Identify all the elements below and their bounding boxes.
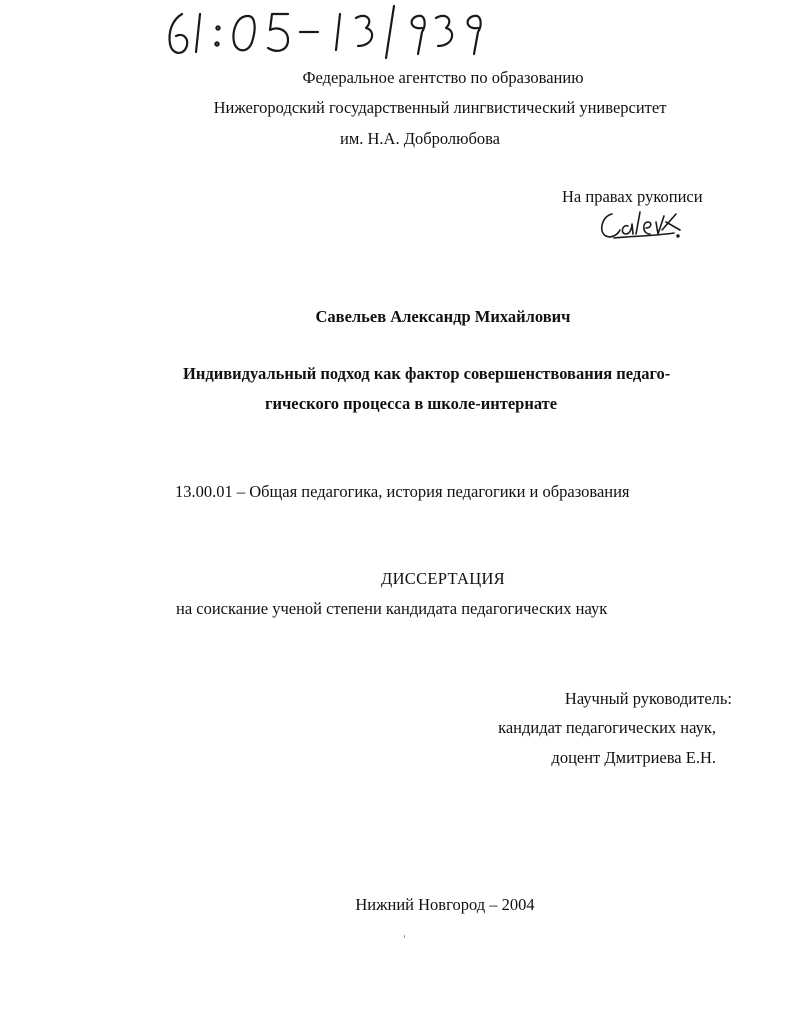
dissertation-title-line1: Индивидуальный подход как фактор совершенствования педаго- <box>183 364 671 383</box>
scan-speck <box>404 935 405 938</box>
degree-sought: на соискание ученой степени кандидата педагогических наук <box>176 599 608 618</box>
university-named-after: им. Н.А. Добролюбова <box>339 129 500 148</box>
university-name: Нижегородский государственный лингвистический университет <box>213 98 667 117</box>
supervisor-degree: кандидат педагогических наук, <box>498 718 716 737</box>
rights-label: На правах рукописи <box>562 187 703 206</box>
author-name: Савельев Александр Михайлович <box>315 307 571 326</box>
supervisor-name: доцент Дмитриева Е.Н. <box>551 748 716 767</box>
document-type: ДИССЕРТАЦИЯ <box>381 569 505 588</box>
dissertation-title-line2: гического процесса в школе-интернате <box>265 394 558 413</box>
handwritten-archive-number <box>160 2 500 68</box>
author-signature <box>598 208 684 242</box>
archive-number-text: 61: 05-13/939 <box>160 66 166 67</box>
agency-name: Федеральное агентство по образованию <box>302 68 584 87</box>
place-and-year: Нижний Новгород – 2004 <box>355 895 535 914</box>
supervisor-label: Научный руководитель: <box>564 689 732 708</box>
specialty-code: 13.00.01 – Общая педагогика, история педагогики и образования <box>175 482 630 501</box>
